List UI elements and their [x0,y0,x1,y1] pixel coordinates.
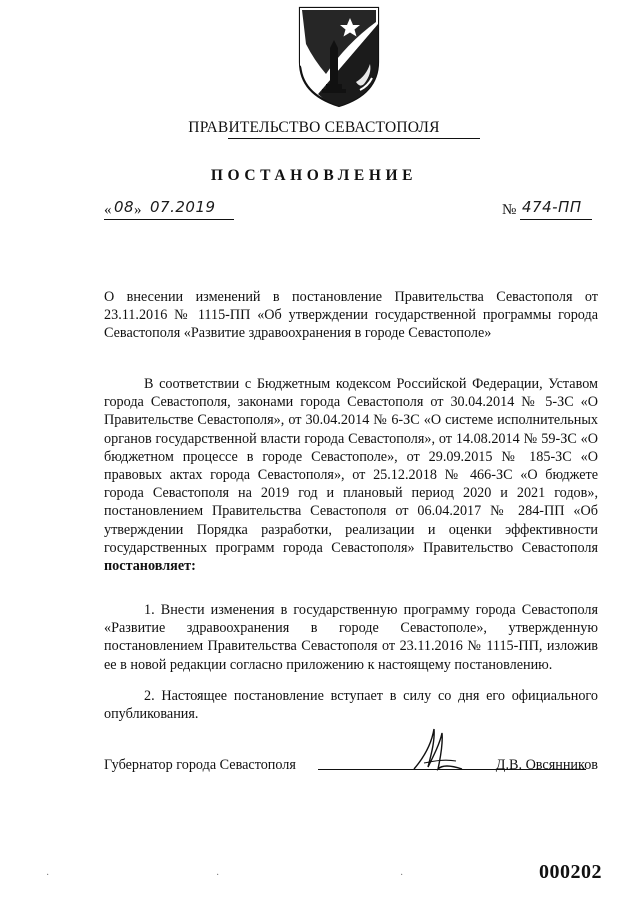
header-rule [228,138,480,139]
number-sign: № [502,202,517,218]
scan-speck: · [216,870,220,881]
legal-basis [104,375,598,575]
number-value: 474-ПП [522,198,582,216]
decree-subject: О внесении изменений в постановление Правительства Севастополя от 23.11.2016 № 1115-ПП «Об утверждении государственной программы города Севастополя «Развитие здравоохранения в городе Севастополе» [104,289,598,342]
document-type: ПОСТАНОВЛЕНИЕ [210,167,418,184]
handwritten-signature-icon [404,725,464,775]
signatory-name: Д.В. Овсянников [495,757,598,773]
decree-item-text: 1. Внести изменения в государственную программу города Севастополя «Развитие здравоохранения в городе Севастополе», утвержденную постановлением Правительства Севастополя от 23.11.2016 № 1115-ПП, изложив ее в новой редакции согласно приложению к настоящему постановлению. [104,602,598,673]
decree-number [502,198,592,224]
sevastopol-coat-of-arms-icon [296,4,382,108]
signature-block [104,757,598,779]
scan-speck: · [46,870,50,881]
decree-item-text: 2. Настоящее постановление вступает в силу со дня его официального опубликования. [104,688,598,723]
decree-item-2 [104,687,598,723]
date-close-quote: » [134,202,142,218]
government-name: ПРАВИТЕЛЬСТВО СЕВАСТОПОЛЯ [188,119,440,136]
decree-date [104,198,234,224]
date-open-quote: « [104,202,112,218]
decree-item-1 [104,601,598,674]
scan-speck: · [400,870,404,881]
legal-basis-text: В соответствии с Бюджетным кодексом Российской Федерации, Уставом города Севастополя, законами города Севастополя от 30.04.2014 № 5-ЗС «О Правительстве Севастополя», от 30.04.2014 № 6-ЗС «О системе исполнительных органов государственной власти города Севастополя», от 14.08.2014 № 59-ЗС «О бюджетном процессе в городе Севастополе», от 29.09.2015 № 185-ЗС «О правовых актах города Севастополя», от 25.12.2018 № 466-ЗС «О бюджете города Севастополя на 2019 год и плановый период 2020 и 2021 годов», постановлением Правительства Севастополя от 06.04.2017 № 284-ПП «Об утверждении Порядка разработки, реализации и оценки эффективности государственных программ города Севастополя» Правительство Севастополя [104,376,598,556]
document-serial-number: 000202 [539,861,602,883]
decree-word: постановляет: [104,558,196,575]
date-month-year: 07.2019 [150,198,216,216]
date-underline [104,219,234,220]
signatory-role: Губернатор города Севастополя [104,757,296,773]
date-day: 08 [114,198,135,216]
number-underline [520,219,592,220]
